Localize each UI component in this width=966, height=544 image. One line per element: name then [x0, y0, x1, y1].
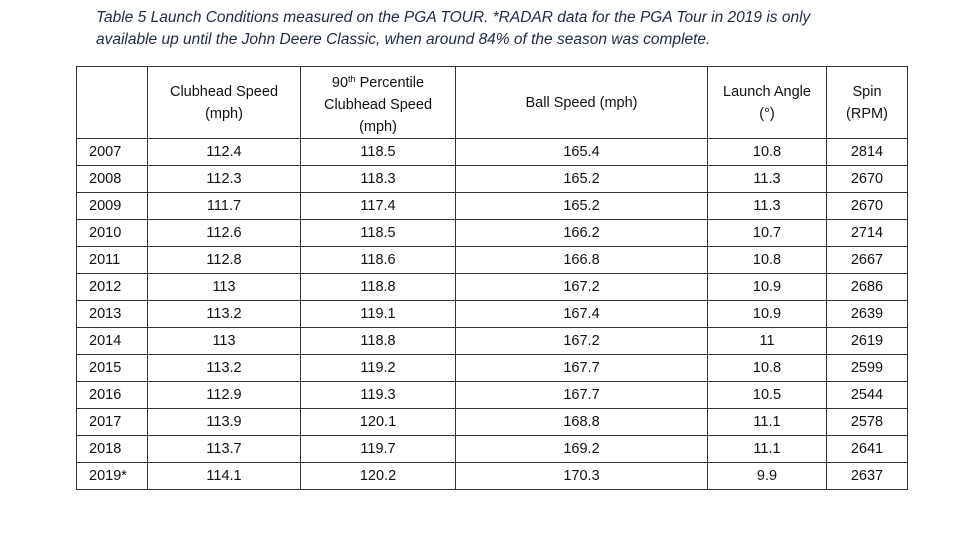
table-row	[77, 301, 908, 328]
cell-ball-speed: 165.4	[456, 139, 708, 166]
header-spin-line-2: (RPM)	[846, 105, 888, 122]
cell-spin: 2637	[827, 463, 908, 490]
header-row	[77, 67, 908, 139]
cell-clubhead-speed: 112.3	[148, 166, 301, 193]
table-row	[77, 382, 908, 409]
cell-90th-percentile: 118.3	[301, 166, 456, 193]
cell-clubhead-speed: 111.7	[148, 193, 301, 220]
cell-90th-percentile: 119.3	[301, 382, 456, 409]
header-spin	[827, 67, 908, 139]
cell-year: 2007	[77, 139, 148, 166]
cell-ball-speed: 166.2	[456, 220, 708, 247]
cell-clubhead-speed: 112.8	[148, 247, 301, 274]
cell-clubhead-speed: 113	[148, 328, 301, 355]
cell-launch-angle: 11	[708, 328, 827, 355]
cell-90th-percentile: 119.2	[301, 355, 456, 382]
cell-year: 2008	[77, 166, 148, 193]
cell-launch-angle: 10.5	[708, 382, 827, 409]
header-ball-speed: Ball Speed (mph)	[456, 67, 708, 139]
table-row	[77, 247, 908, 274]
cell-spin: 2544	[827, 382, 908, 409]
header-launch-line-1: Launch Angle	[723, 83, 811, 100]
cell-launch-angle: 10.8	[708, 247, 827, 274]
cell-clubhead-speed: 113	[148, 274, 301, 301]
header-p90-line-2: Clubhead Speed	[323, 96, 433, 113]
cell-launch-angle: 11.1	[708, 436, 827, 463]
cell-90th-percentile: 118.8	[301, 274, 456, 301]
caption-line-1: Table 5 Launch Conditions measured on the PGA TOUR. *RADAR data for the PGA Tour in 2019 is only	[96, 9, 811, 26]
cell-launch-angle: 9.9	[708, 463, 827, 490]
table-row	[77, 139, 908, 166]
header-p90-line-3: (mph)	[359, 118, 397, 135]
header-p90-ordinal: 90	[331, 74, 349, 91]
cell-spin: 2714	[827, 220, 908, 247]
header-clubhead-line-1: Clubhead Speed	[169, 83, 279, 100]
cell-90th-percentile: 119.1	[301, 301, 456, 328]
cell-clubhead-speed: 113.7	[148, 436, 301, 463]
header-spin-line-1: Spin	[852, 83, 882, 100]
cell-ball-speed: 167.7	[456, 382, 708, 409]
cell-90th-percentile: 120.1	[301, 409, 456, 436]
header-launch-angle	[708, 67, 827, 139]
cell-90th-percentile: 120.2	[301, 463, 456, 490]
table-row	[77, 409, 908, 436]
cell-ball-speed: 168.8	[456, 409, 708, 436]
cell-spin: 2667	[827, 247, 908, 274]
header-p90-rest: Percentile	[355, 74, 425, 91]
cell-launch-angle: 11.3	[708, 166, 827, 193]
cell-year: 2012	[77, 274, 148, 301]
cell-clubhead-speed: 114.1	[148, 463, 301, 490]
cell-spin: 2599	[827, 355, 908, 382]
cell-ball-speed: 170.3	[456, 463, 708, 490]
cell-year: 2010	[77, 220, 148, 247]
cell-year: 2018	[77, 436, 148, 463]
cell-launch-angle: 10.8	[708, 139, 827, 166]
table-row	[77, 355, 908, 382]
cell-90th-percentile: 118.5	[301, 139, 456, 166]
cell-spin: 2686	[827, 274, 908, 301]
table-row	[77, 220, 908, 247]
cell-spin: 2619	[827, 328, 908, 355]
cell-year: 2014	[77, 328, 148, 355]
cell-launch-angle: 10.8	[708, 355, 827, 382]
cell-clubhead-speed: 113.2	[148, 301, 301, 328]
cell-spin: 2641	[827, 436, 908, 463]
cell-launch-angle: 10.7	[708, 220, 827, 247]
table-row	[77, 328, 908, 355]
cell-year: 2009	[77, 193, 148, 220]
cell-clubhead-speed: 113.9	[148, 409, 301, 436]
cell-year: 2013	[77, 301, 148, 328]
cell-spin: 2670	[827, 166, 908, 193]
cell-ball-speed: 165.2	[456, 166, 708, 193]
cell-year: 2017	[77, 409, 148, 436]
cell-90th-percentile: 119.7	[301, 436, 456, 463]
cell-90th-percentile: 118.8	[301, 328, 456, 355]
cell-year: 2015	[77, 355, 148, 382]
cell-year: 2016	[77, 382, 148, 409]
cell-clubhead-speed: 112.6	[148, 220, 301, 247]
cell-ball-speed: 167.7	[456, 355, 708, 382]
header-year	[77, 67, 148, 139]
header-clubhead-line-2: (mph)	[205, 105, 243, 122]
cell-spin: 2814	[827, 139, 908, 166]
header-p90-suffix: th	[348, 73, 356, 84]
cell-spin: 2670	[827, 193, 908, 220]
cell-year: 2019*	[77, 463, 148, 490]
cell-90th-percentile: 118.6	[301, 247, 456, 274]
header-90th-percentile	[301, 67, 456, 139]
cell-clubhead-speed: 112.9	[148, 382, 301, 409]
cell-clubhead-speed: 113.2	[148, 355, 301, 382]
header-launch-line-2: (°)	[759, 105, 775, 122]
launch-conditions-table	[76, 66, 908, 490]
cell-spin: 2639	[827, 301, 908, 328]
cell-launch-angle: 10.9	[708, 274, 827, 301]
header-clubhead-speed	[148, 67, 301, 139]
cell-launch-angle: 10.9	[708, 301, 827, 328]
caption-line-2: available up until the John Deere Classic, when around 84% of the season was complete.	[96, 31, 711, 48]
cell-ball-speed: 165.2	[456, 193, 708, 220]
cell-ball-speed: 167.4	[456, 301, 708, 328]
table-row	[77, 193, 908, 220]
cell-launch-angle: 11.1	[708, 409, 827, 436]
cell-spin: 2578	[827, 409, 908, 436]
cell-clubhead-speed: 112.4	[148, 139, 301, 166]
cell-ball-speed: 166.8	[456, 247, 708, 274]
cell-year: 2011	[77, 247, 148, 274]
cell-ball-speed: 169.2	[456, 436, 708, 463]
cell-90th-percentile: 117.4	[301, 193, 456, 220]
table-row	[77, 274, 908, 301]
cell-ball-speed: 167.2	[456, 274, 708, 301]
table-row	[77, 436, 908, 463]
cell-90th-percentile: 118.5	[301, 220, 456, 247]
table-row	[77, 166, 908, 193]
table-caption	[96, 7, 896, 51]
cell-ball-speed: 167.2	[456, 328, 708, 355]
table-row	[77, 463, 908, 490]
cell-launch-angle: 11.3	[708, 193, 827, 220]
header-p90-line-1	[301, 68, 455, 94]
